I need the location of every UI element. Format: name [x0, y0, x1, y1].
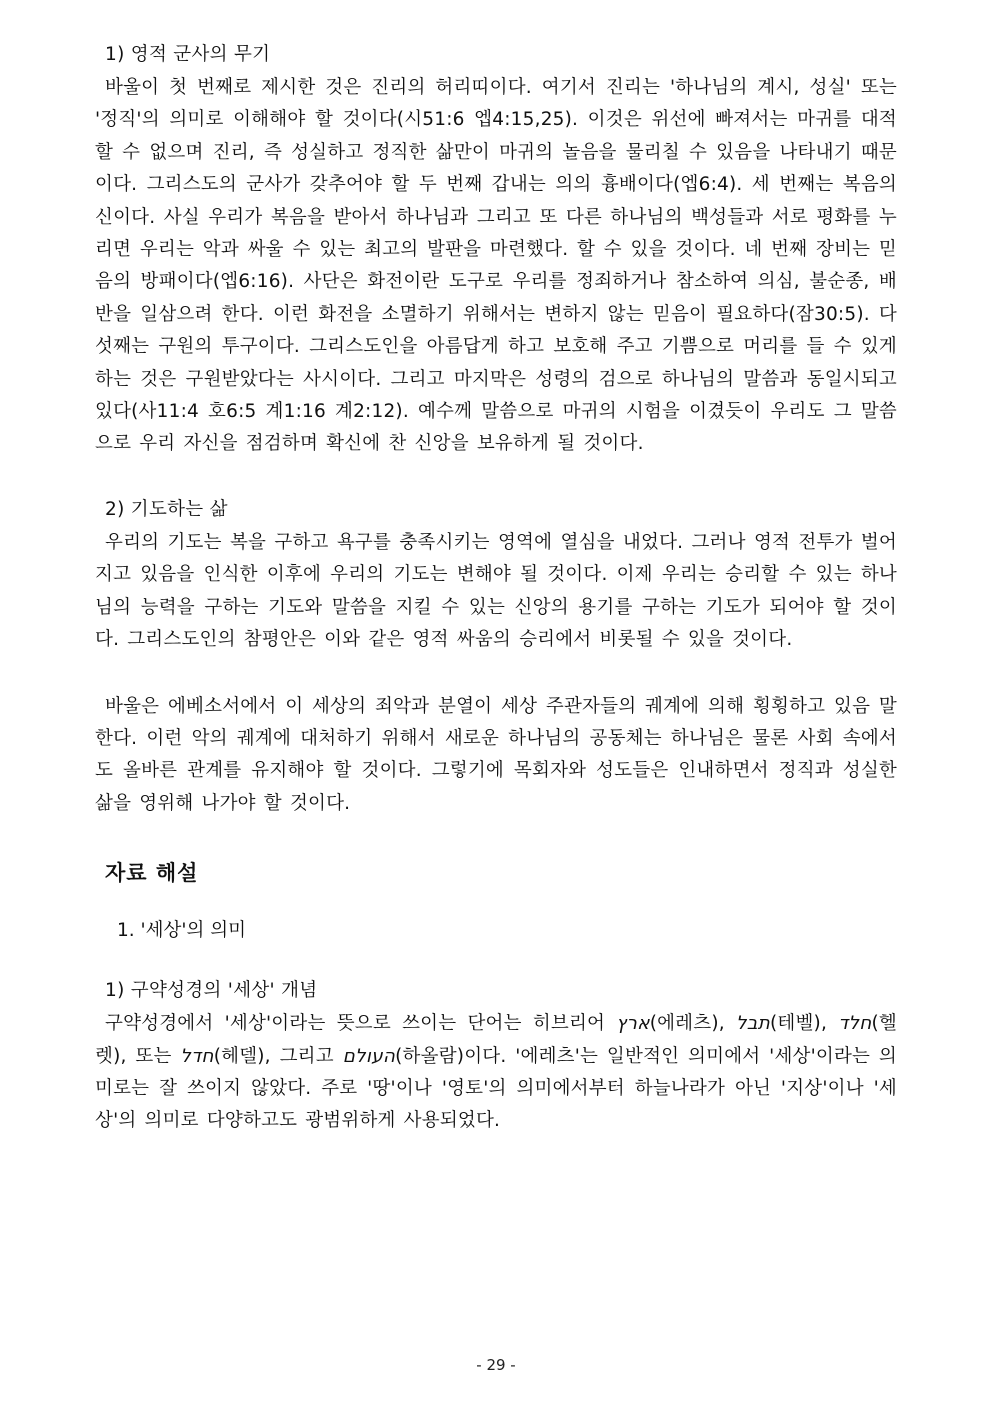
section-heading-spiritual-weapons: 1) 영적 군사의 무기 — [105, 44, 271, 65]
paragraph-text: 바울은 에베소서에서 이 세상의 죄악과 분열이 세상 주관자들의 궤계에 의해 횡횡하고 있음 말한다. 이런 악의 궤계에 대처하기 위해서 새로운 하나님의 공동체는 하나님은 물론 사회 속에서도 올바른 관계를 유지해야 할 것이다. 그렇기에 목회자와 성도들은 인내하면서 정직과 성실한 삶을 영위해 나가야 할 것이다. — [95, 695, 897, 814]
gloss-tevel: (테벨), — [769, 1013, 839, 1035]
paragraph-ephesians-summary — [95, 691, 897, 821]
hebrew-word-heled: חלד — [838, 1013, 872, 1035]
paragraph-text-start: 구약성경에서 '세상'이라는 뜻으로 쓰이는 단어는 히브리어 — [105, 1013, 617, 1035]
commentary-title: 자료 해설 — [105, 861, 199, 886]
hebrew-word-eretz: ארץ — [616, 1013, 650, 1035]
spacer — [95, 890, 897, 916]
page-number: - 29 - — [476, 1356, 516, 1374]
paragraph-ot-world — [95, 1008, 897, 1138]
spacer — [95, 946, 897, 976]
section-heading-prayer-life: 2) 기도하는 삶 — [105, 498, 228, 520]
hebrew-word-tevel: תבל — [736, 1013, 770, 1035]
spacer — [95, 820, 897, 856]
page-content — [95, 40, 897, 1138]
section-heading-ot-world: 1) 구약성경의 '세상' 개념 — [105, 980, 318, 1002]
commentary-subtitle: 1. '세상'의 의미 — [117, 920, 246, 942]
paragraph-prayer-life — [95, 527, 897, 657]
paragraph-text: 바울이 첫 번째로 제시한 것은 진리의 허리띠이다. 여기서 진리는 '하나님의 계시, 성실' 또는 '정직'의 의미로 이해해야 할 것이다(시51:6 엡4:15,25). 이것은 위선에 빠져서는 마귀를 대적할 수 없으며 진리, 즉 성실하고 정직한 삶만이 마귀의 놀음을 물리칠 수 있음을 나타내기 때문이다. 그리스도의 군사가 갖추어야 할 두 번째 갑내는 의의 흉배이다(엡6:4). 세 번째는 복음의 신이다. 사실 우리가 복음을 받아서 하나님과 그리고 또 다른 하나님의 백성들과 서로 평화를 누리면 우리는 악과 싸울 수 있는 최고의 발판을 마련했다. 할 수 있을 것이다. 네 번째 장비는 믿음의 방패이다(엡6:16). 사단은 화전이란 도구로 우리를 정죄하거나 참소하여 의심, 불순종, 배반을 일삼으려 한다. 이런 화전을 소멸하기 위해서는 변하지 않는 믿음이 필요하다(잠30:5). 다섯째는 구원의 투구이다. 그리스도인을 아름답게 하고 보호해 주고 기쁨으로 머리를 들 수 있게 하는 것은 구원받았다는 사시이다. 그리고 마지막은 성령의 검으로 하나님의 말씀과 동일시되고 있다(사11:4 호6:5 계1:16 계2:12). 예수께 말씀으로 마귀의 시험을 이겼듯이 우리도 그 말씀으로 우리 자신을 점검하며 확신에 찬 신앙을 보유하게 될 것이다. — [95, 77, 897, 455]
hebrew-word-haolam: העולם — [342, 1045, 396, 1067]
paragraph-spiritual-weapons — [95, 72, 897, 461]
gloss-eretz: (에레츠), — [649, 1013, 736, 1035]
paragraph-text-end: (하올람)이다. '에레츠'는 일반적인 의미에서 '세상'이라는 의미로는 잘 쓰이지 않았다. 주로 '땅'이나 '영토'의 의미에서부터 하늘나라가 아닌 '지상'이나 '세상'의 의미로 다양하고도 광범위하게 사용되었다. — [95, 1045, 897, 1132]
gloss-hedel: (헤델), 그리고 — [213, 1045, 343, 1067]
gloss-heled: (헬렛), 또는 — [95, 1013, 898, 1067]
hebrew-word-hedel: חדל — [180, 1045, 214, 1067]
paragraph-text: 우리의 기도는 복을 구하고 욕구를 충족시키는 영역에 열심을 내었다. 그러나 영적 전투가 벌어지고 있음을 인식한 이후에 우리의 기도는 변해야 될 것이다. 이제 우리는 승리할 수 있는 하나님의 능력을 구하는 기도와 말씀을 지킬 수 있는 신앙의 용기를 구하는 기도가 되어야 할 것이다. 그리스도인의 참평안은 이와 같은 영적 싸움의 승리에서 비롯될 수 있을 것이다. — [95, 531, 897, 651]
spacer — [95, 657, 897, 691]
spacer — [95, 461, 897, 495]
